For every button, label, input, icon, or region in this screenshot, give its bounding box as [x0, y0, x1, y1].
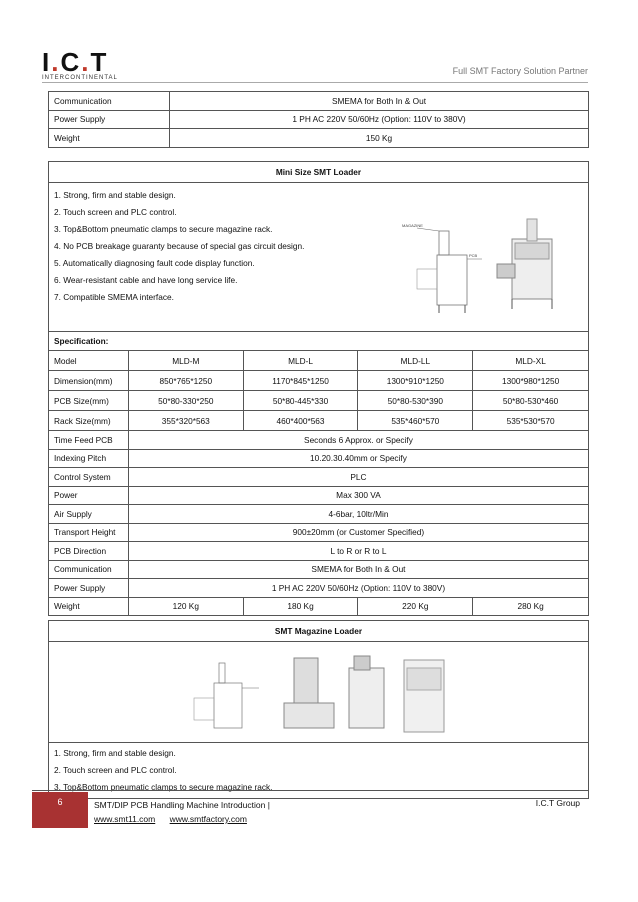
- spec-label: Power Supply: [49, 110, 170, 129]
- spec-value: SMEMA for Both In & Out: [170, 92, 589, 111]
- cell: 1170*845*1250: [243, 371, 358, 391]
- cell: 850*765*1250: [128, 371, 243, 391]
- cell: 460*400*563: [243, 411, 358, 431]
- table-row: [49, 110, 589, 129]
- cell: Indexing Pitch: [49, 449, 129, 468]
- cell: MLD-XL: [473, 351, 589, 371]
- cell: Power Supply: [49, 579, 129, 598]
- table-row: [49, 92, 589, 111]
- cell: PCB Direction: [49, 542, 129, 561]
- cell: 535*530*570: [473, 411, 589, 431]
- cell: 180 Kg: [243, 597, 358, 616]
- cell: Time Feed PCB: [49, 431, 129, 450]
- table-row: [49, 486, 589, 505]
- feature-item: 1. Strong, firm and stable design.: [54, 190, 176, 200]
- cell: 220 Kg: [358, 597, 473, 616]
- page-number: 6: [32, 792, 88, 828]
- website-link-1[interactable]: www.smt11.com: [94, 814, 156, 824]
- cell: Max 300 VA: [128, 486, 588, 505]
- spec-value: 1 PH AC 220V 50/60Hz (Option: 110V to 380V): [170, 110, 589, 129]
- magazine-loader-table: [48, 620, 589, 799]
- specification-label: Specification:: [49, 332, 589, 351]
- cell: 50*80-530*460: [473, 391, 589, 411]
- magazine-loader-product-image: [189, 648, 449, 738]
- table-row: [49, 560, 589, 579]
- logo-mark: I.C.T: [42, 47, 109, 77]
- table-row: [49, 391, 589, 411]
- feature-item: 3. Top&Bottom pneumatic clamps to secure magazine rack.: [54, 782, 273, 792]
- feature-item: 2. Touch screen and PLC control.: [54, 207, 177, 217]
- cell: Rack Size(mm): [49, 411, 129, 431]
- cell: MLD-L: [243, 351, 358, 371]
- cell: Power: [49, 486, 129, 505]
- cell: 280 Kg: [473, 597, 589, 616]
- cell: Communication: [49, 560, 129, 579]
- cell: 1300*980*1250: [473, 371, 589, 391]
- magazine-loader-images: [49, 642, 589, 743]
- feature-item: 4. No PCB breakage guaranty because of special gas circuit design.: [54, 241, 305, 251]
- feature-item: 1. Strong, firm and stable design.: [54, 748, 176, 758]
- footer-divider: [32, 790, 588, 791]
- header-divider: [42, 82, 588, 83]
- table-row: [49, 411, 589, 431]
- cell: Model: [49, 351, 129, 371]
- company-logo: [42, 47, 118, 81]
- cell: 535*460*570: [358, 411, 473, 431]
- table-row: [49, 542, 589, 561]
- table-row: [49, 449, 589, 468]
- footer-title: SMT/DIP PCB Handling Machine Introduction |: [94, 800, 270, 810]
- section-title: Mini Size SMT Loader: [49, 162, 589, 183]
- cell: L to R or R to L: [128, 542, 588, 561]
- spec-label: Communication: [49, 92, 170, 111]
- table-row: [49, 579, 589, 598]
- spec-label: Weight: [49, 129, 170, 148]
- cell: PLC: [128, 468, 588, 487]
- mini-loader-product-image: [397, 209, 577, 313]
- table-row: [49, 468, 589, 487]
- cell: 50*80-330*250: [128, 391, 243, 411]
- table-row: [49, 431, 589, 450]
- feature-item: 7. Compatible SMEMA interface.: [54, 292, 174, 302]
- website-link-2[interactable]: www.smtfactory.com: [169, 814, 247, 824]
- cell: 1300*910*1250: [358, 371, 473, 391]
- cell: 355*320*563: [128, 411, 243, 431]
- feature-item: 3. Top&Bottom pneumatic clamps to secure magazine rack.: [54, 224, 273, 234]
- magazine-label: MAGAZINE: [402, 223, 423, 228]
- table-row: [49, 129, 589, 148]
- cell: Air Supply: [49, 505, 129, 524]
- section-title: SMT Magazine Loader: [49, 621, 589, 642]
- table-row: [49, 351, 589, 371]
- table-row: [49, 505, 589, 524]
- cell: Control System: [49, 468, 129, 487]
- cell: MLD-M: [128, 351, 243, 371]
- cell: SMEMA for Both In & Out: [128, 560, 588, 579]
- cell: MLD-LL: [358, 351, 473, 371]
- cell: 1 PH AC 220V 50/60Hz (Option: 110V to 380V): [128, 579, 588, 598]
- cell: Seconds 6 Approx. or Specify: [128, 431, 588, 450]
- feature-item: 5. Automatically diagnosing fault code display function.: [54, 258, 255, 268]
- logo-subtitle: INTERCONTINENTAL: [42, 75, 118, 81]
- footer-text: [94, 798, 270, 826]
- footer-company: I.C.T Group: [535, 798, 580, 808]
- cell: Weight: [49, 597, 129, 616]
- header-tagline: Full SMT Factory Solution Partner: [452, 66, 588, 76]
- cell: Dimension(mm): [49, 371, 129, 391]
- feature-item: 2. Touch screen and PLC control.: [54, 765, 177, 775]
- cell: 4-6bar, 10ltr/Min: [128, 505, 588, 524]
- cell: 10.20.30.40mm or Specify: [128, 449, 588, 468]
- cell: 50*80-530*390: [358, 391, 473, 411]
- feature-item: 6. Wear-resistant cable and have long service life.: [54, 275, 238, 285]
- previous-spec-table: [48, 91, 589, 148]
- table-row: [49, 523, 589, 542]
- pcb-label: PCB: [469, 253, 478, 258]
- table-row: [49, 597, 589, 616]
- cell: Transport Height: [49, 523, 129, 542]
- spec-value: 150 Kg: [170, 129, 589, 148]
- cell: PCB Size(mm): [49, 391, 129, 411]
- cell: 50*80-445*330: [243, 391, 358, 411]
- mini-loader-table: [48, 161, 589, 616]
- table-row: [49, 371, 589, 391]
- cell: 120 Kg: [128, 597, 243, 616]
- cell: 900±20mm (or Customer Specified): [128, 523, 588, 542]
- features-cell: [49, 183, 589, 332]
